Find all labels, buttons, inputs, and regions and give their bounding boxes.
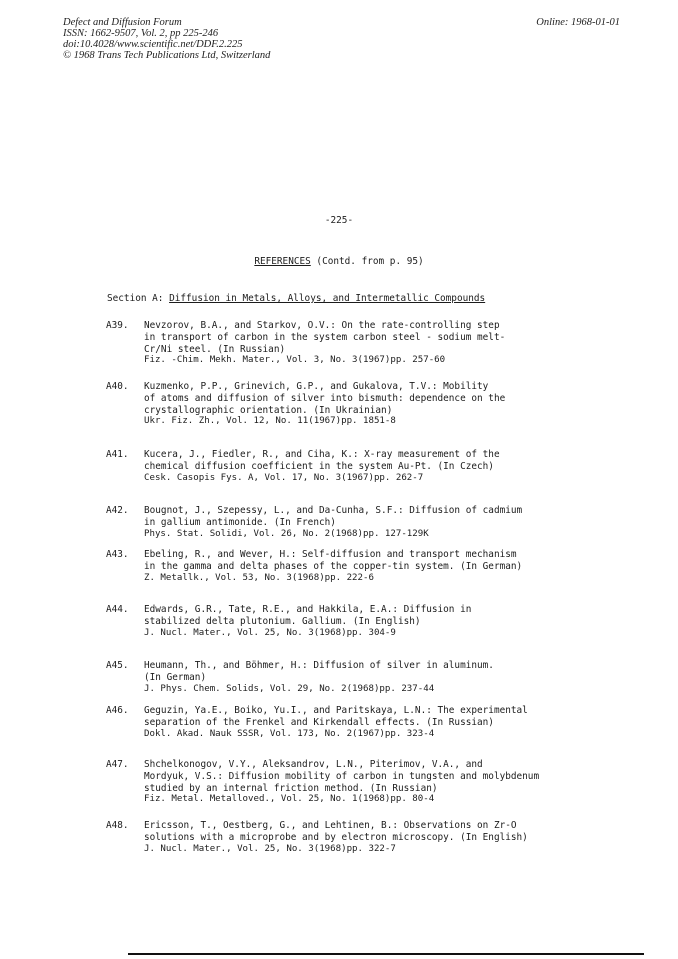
reference-id: A47. [106, 759, 129, 770]
reference-text-line: Mordyuk, V.S.: Diffusion mobility of carbon in tungsten and molybdenum [144, 770, 540, 782]
journal-issn: ISSN: 1662-9507, Vol. 2, pp 225-246 [63, 28, 219, 39]
reference-id: A39. [106, 320, 129, 331]
section-title: Diffusion in Metals, Alloys, and Intermetallic Compounds [169, 293, 486, 304]
reference-text-line: Ericsson, T., Oestberg, G., and Lehtinen, B.: Observations on Zr-O [144, 820, 517, 831]
reference-text-line: in transport of carbon in the system carbon steel - sodium melt- [144, 331, 506, 343]
reference-id: A41. [106, 449, 129, 460]
references-heading: REFERENCES [254, 256, 311, 267]
reference-text-line: Kucera, J., Fiedler, R., and Ciha, K.: X-ray measurement of the [144, 449, 500, 460]
reference-text-line: in the gamma and delta phases of the copper-tin system. (In German) [144, 560, 523, 572]
reference-text-line: Nevzorov, B.A., and Starkov, O.V.: On the rate-controlling step [144, 320, 500, 331]
reference-body [144, 320, 505, 367]
journal-name: Defect and Diffusion Forum [63, 17, 182, 28]
reference-body [144, 604, 471, 639]
reference-journal: Ukr. Fiz. Zh., Vol. 12, No. 11(1967)pp. 1851-8 [144, 416, 396, 427]
reference-journal: Fiz. Metal. Metalloved., Vol. 25, No. 1(1968)pp. 80-4 [144, 794, 435, 805]
journal-copyright: © 1968 Trans Tech Publications Ltd, Switzerland [63, 50, 271, 61]
reference-id: A45. [106, 660, 129, 671]
reference-text-line: crystallographic orientation. (In Ukrainian) [144, 404, 393, 416]
reference-text-line: in gallium antimonide. (In French) [144, 516, 336, 528]
reference-journal: Phys. Stat. Solidi, Vol. 26, No. 2(1968)pp. 127-129K [144, 528, 429, 539]
reference-text-line: Bougnot, J., Szepessy, L., and Da-Cunha, S.F.: Diffusion of cadmium [144, 505, 523, 516]
reference-body [144, 381, 505, 428]
reference-text-line: studied by an internal friction method. (In Russian) [144, 782, 438, 794]
reference-id: A48. [106, 820, 129, 831]
reference-text-line: stabilized delta plutonium. Gallium. (In English) [144, 615, 421, 627]
reference-text-line: Edwards, G.R., Tate, R.E., and Hakkila, E.A.: Diffusion in [144, 604, 472, 615]
reference-id: A42. [106, 505, 129, 516]
section-prefix: Section A: [107, 293, 170, 304]
reference-body [144, 705, 528, 740]
references-title [0, 256, 678, 267]
reference-body [144, 449, 500, 484]
reference-journal: Z. Metallk., Vol. 53, No. 3(1968)pp. 222-6 [144, 572, 374, 583]
reference-text-line: Heumann, Th., and Böhmer, H.: Diffusion of silver in aluminum. [144, 660, 494, 671]
reference-journal: J. Phys. Chem. Solids, Vol. 29, No. 2(1968)pp. 237-44 [144, 683, 435, 694]
reference-body [144, 660, 494, 695]
reference-id: A44. [106, 604, 129, 615]
references-continuation: (Contd. from p. 95) [310, 256, 424, 267]
reference-body [144, 549, 522, 584]
reference-id: A40. [106, 381, 129, 392]
reference-body [144, 820, 528, 855]
reference-text-line: solutions with a microprobe and by electron microscopy. (In English) [144, 831, 528, 843]
reference-text-line: Geguzin, Ya.E., Boiko, Yu.I., and Paritskaya, L.N.: The experimental [144, 705, 528, 716]
reference-id: A46. [106, 705, 129, 716]
reference-text-line: Kuzmenko, P.P., Grinevich, G.P., and Gukalova, T.V.: Mobility [144, 381, 489, 392]
reference-text-line: Shchelkonogov, V.Y., Aleksandrov, L.N., Piterimov, V.A., and [144, 759, 483, 770]
reference-text-line: chemical diffusion coefficient in the system Au-Pt. (In Czech) [144, 460, 494, 472]
footer-rule [128, 953, 644, 955]
online-date: Online: 1968-01-01 [536, 17, 620, 28]
reference-text-line: Ebeling, R., and Wever, H.: Self-diffusion and transport mechanism [144, 549, 517, 560]
page-number: -225- [324, 215, 354, 226]
reference-text-line: Cr/Ni steel. (In Russian) [144, 343, 286, 355]
reference-journal: J. Nucl. Mater., Vol. 25, No. 3(1968)pp. 322-7 [144, 843, 396, 854]
reference-journal: J. Nucl. Mater., Vol. 25, No. 3(1968)pp. 304-9 [144, 627, 396, 638]
reference-journal: Dokl. Akad. Nauk SSSR, Vol. 173, No. 2(1967)pp. 323-4 [144, 728, 435, 739]
section-heading [107, 293, 485, 304]
reference-body [144, 505, 522, 540]
reference-text-line: separation of the Frenkel and Kirkendall effects. (In Russian) [144, 716, 494, 728]
journal-doi: doi:10.4028/www.scientific.net/DDF.2.225 [63, 39, 243, 50]
reference-text-line: (In German) [144, 671, 207, 683]
journal-header [63, 17, 270, 61]
reference-text-line: of atoms and diffusion of silver into bismuth: dependence on the [144, 392, 506, 404]
reference-body [144, 759, 539, 806]
reference-journal: Cesk. Casopis Fys. A, Vol. 17, No. 3(1967)pp. 262-7 [144, 472, 424, 483]
reference-id: A43. [106, 549, 129, 560]
reference-journal: Fiz. -Chim. Mekh. Mater., Vol. 3, No. 3(1967)pp. 257-60 [144, 355, 446, 366]
